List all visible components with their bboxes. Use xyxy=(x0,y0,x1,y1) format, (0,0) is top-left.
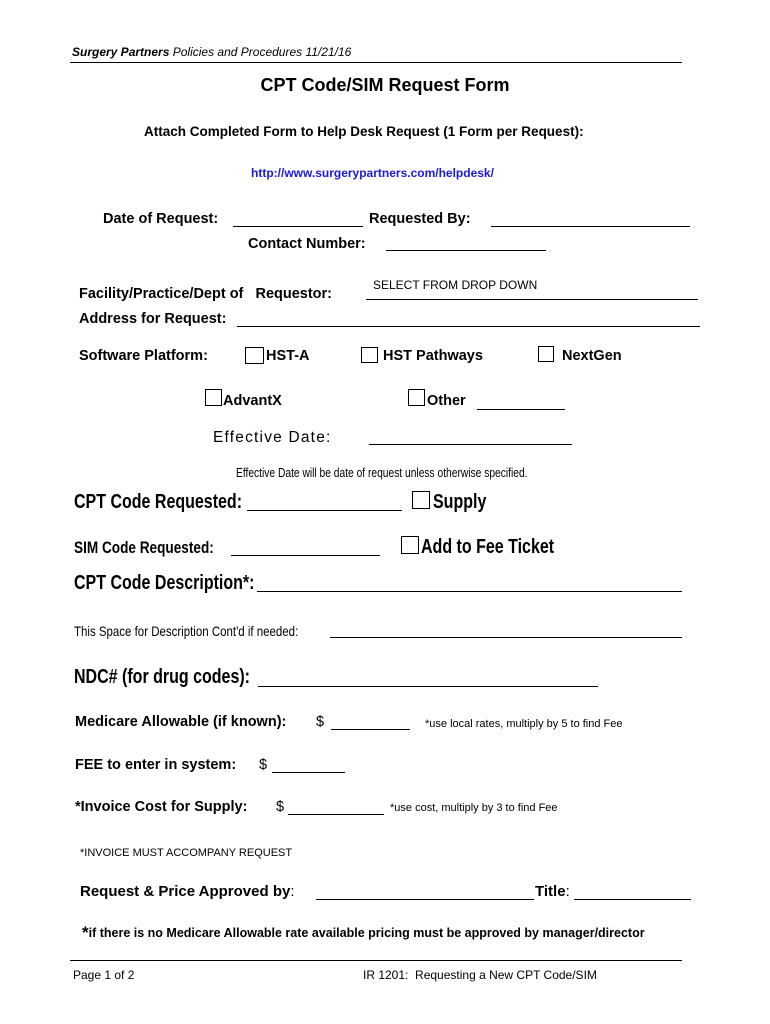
other-checkbox[interactable] xyxy=(408,389,425,406)
footnote-text: if there is no Medicare Allowable rate available pricing must be approved by manager/director xyxy=(88,926,645,940)
contact-number-field[interactable] xyxy=(386,250,546,251)
software-platform-label: Software Platform: xyxy=(79,348,208,364)
fee-label: FEE to enter in system: xyxy=(75,757,237,773)
nextgen-checkbox[interactable] xyxy=(538,346,554,362)
title-field[interactable] xyxy=(574,899,691,900)
invoice-must-text: *INVOICE MUST ACCOMPANY REQUEST xyxy=(80,847,293,859)
contact-number-label: Contact Number: xyxy=(248,236,366,252)
header-subtitle: Policies and Procedures 11/21/16 xyxy=(172,45,352,59)
address-label: Address for Request: xyxy=(79,311,227,327)
other-field[interactable] xyxy=(477,409,565,410)
supply-text: Supply xyxy=(433,491,487,513)
header-rule xyxy=(70,62,682,63)
effective-date-label: Effective Date: xyxy=(213,429,332,446)
sim-code-requested-label xyxy=(74,538,249,558)
title-colon: : xyxy=(565,883,570,900)
requested-by-field[interactable] xyxy=(491,226,690,227)
instruction-text: Attach Completed Form to Help Desk Request (1 Form per Request): xyxy=(144,124,584,139)
medicare-dollar: $ xyxy=(316,714,325,730)
effective-date-note-text: Effective Date will be date of request unless otherwise specified. xyxy=(236,466,528,480)
description-cont-text: This Space for Description Cont'd if needed: xyxy=(74,623,299,639)
description-cont-label xyxy=(74,623,348,639)
date-of-request-label: Date of Request: xyxy=(103,211,219,227)
nextgen-label: NextGen xyxy=(562,348,622,364)
facility-label: Facility/Practice/Dept of Requestor: xyxy=(79,286,333,302)
add-to-fee-ticket-checkbox[interactable] xyxy=(401,536,419,554)
ndc-text: NDC# (for drug codes): xyxy=(74,666,250,688)
footnote xyxy=(82,922,645,942)
medicare-label: Medicare Allowable (if known): xyxy=(75,714,287,730)
facility-dropdown-field[interactable] xyxy=(366,299,698,300)
facility-dropdown-text[interactable]: SELECT FROM DROP DOWN xyxy=(373,278,538,292)
effective-date-note xyxy=(236,466,592,480)
cpt-description-field[interactable] xyxy=(257,591,682,592)
add-to-fee-ticket-text: Add to Fee Ticket xyxy=(421,536,555,558)
footer-rule xyxy=(70,960,682,961)
page-number: Page 1 of 2 xyxy=(73,968,135,982)
fee-field[interactable] xyxy=(272,772,345,773)
title-label xyxy=(535,883,570,900)
header-line-text xyxy=(72,45,351,59)
advantx-checkbox[interactable] xyxy=(205,389,222,406)
address-field[interactable] xyxy=(237,326,700,327)
advantx-label: AdvantX xyxy=(223,393,282,409)
fee-dollar: $ xyxy=(259,757,268,773)
supply-checkbox[interactable] xyxy=(412,491,430,509)
helpdesk-link[interactable]: http://www.surgerypartners.com/helpdesk/ xyxy=(251,166,494,180)
form-title: CPT Code/SIM Request Form xyxy=(260,75,510,95)
approved-by-field[interactable] xyxy=(316,899,534,900)
effective-date-field[interactable] xyxy=(369,444,572,445)
hst-a-checkbox[interactable] xyxy=(245,347,264,364)
ndc-field[interactable] xyxy=(258,686,598,687)
cpt-description-text: CPT Code Description*: xyxy=(74,572,255,594)
cpt-code-requested-text: CPT Code Requested: xyxy=(74,491,243,513)
invoice-cost-label: *Invoice Cost for Supply: xyxy=(75,799,248,815)
add-to-fee-ticket-label xyxy=(421,536,587,559)
hst-pathways-checkbox[interactable] xyxy=(361,347,378,363)
medicare-note: *use local rates, multiply by 5 to find Fee xyxy=(425,718,623,730)
approved-by-label xyxy=(80,883,295,900)
approved-by-text: Request & Price Approved by xyxy=(80,883,291,900)
company-name: Surgery Partners xyxy=(72,45,170,59)
sim-code-requested-field[interactable] xyxy=(231,555,380,556)
approved-by-colon: : xyxy=(290,883,295,900)
footnote-star: * xyxy=(82,923,89,942)
other-label: Other xyxy=(427,393,466,409)
supply-label xyxy=(433,491,500,514)
hst-a-label: HST-A xyxy=(266,348,310,364)
sim-code-requested-text: SIM Code Requested: xyxy=(74,538,214,557)
description-cont-field[interactable] xyxy=(330,637,682,638)
doc-reference: IR 1201: Requesting a New CPT Code/SIM xyxy=(363,968,597,982)
invoice-dollar: $ xyxy=(276,799,285,815)
hst-pathways-label: HST Pathways xyxy=(383,348,483,364)
title-text: Title xyxy=(535,883,566,900)
requested-by-label: Requested By: xyxy=(369,211,471,227)
cpt-code-requested-field[interactable] xyxy=(247,510,402,511)
date-of-request-field[interactable] xyxy=(233,226,363,227)
medicare-field[interactable] xyxy=(331,729,410,730)
invoice-cost-field[interactable] xyxy=(288,814,384,815)
invoice-note: *use cost, multiply by 3 to find Fee xyxy=(390,802,558,814)
